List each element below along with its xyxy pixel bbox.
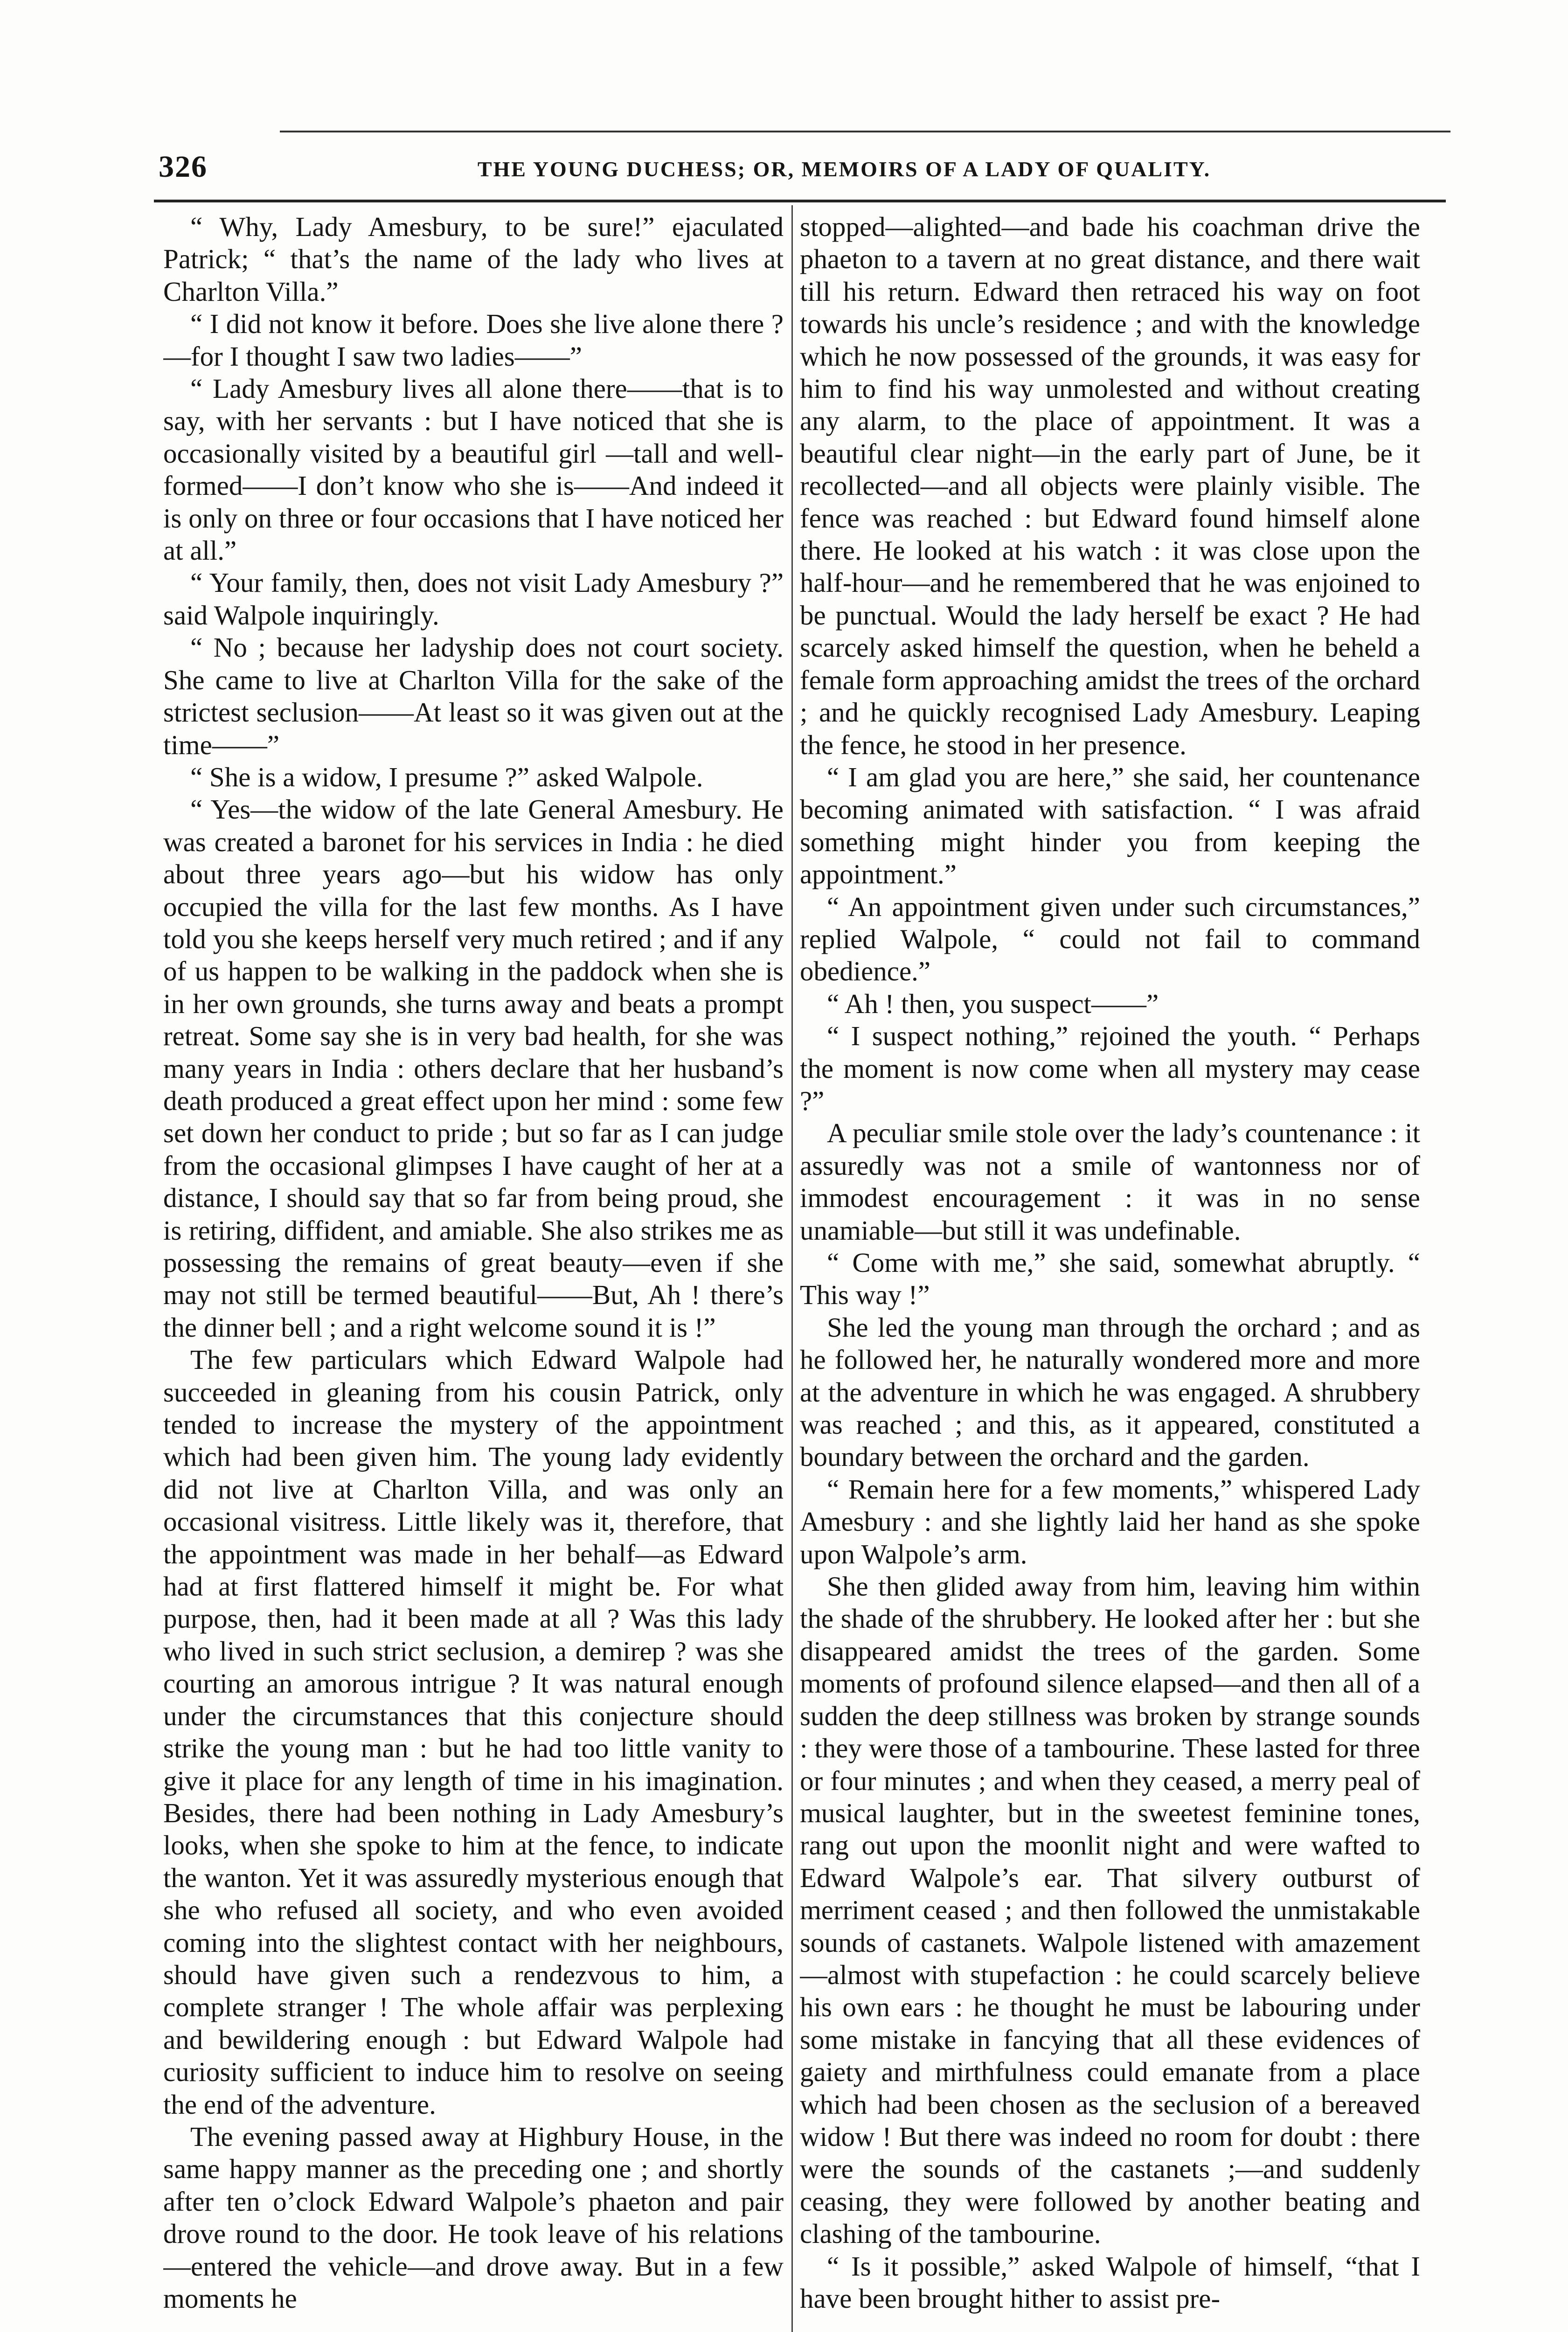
paragraph: A peculiar smile stole over the lady’s countenance : it assuredly was not a smile of wantonness nor of immodest encouragement : it was in no sense unamiable—but still it was undefinable. [800, 1117, 1420, 1246]
paragraph: “ Come with me,” she said, somewhat abruptly. “ This way !” [800, 1247, 1420, 1311]
paragraph: “ I suspect nothing,” rejoined the youth. “ Perhaps the moment is now come when all mystery may cease ?” [800, 1020, 1420, 1116]
running-head: THE YOUNG DUCHESS; OR, MEMOIRS OF A LADY OF QUALITY. [477, 157, 1211, 181]
paragraph: “ Remain here for a few moments,” whispered Lady Amesbury : and she lightly laid her hand as she spoke upon Walpole’s arm. [800, 1473, 1420, 1569]
paragraph: She then glided away from him, leaving him within the shade of the shrubbery. He looked after her : but she disappeared amidst the trees of the garden. Some moments of profound silence elapsed—and then all of a sudden the deep stillness was broken by strange sounds : they were those of a tambourine. These lasted for three or four minutes ; and when they ceased, a merry peal of musical laughter, but in the sweetest feminine tones, rang out upon the moonlit night and were wafted to Edward Walpole’s ear. That silvery outburst of merriment ceased ; and then followed the unmistakable sounds of castanets. Walpole listened with amazement—almost with stupefaction : he could scarcely believe his own ears : he thought he must be labouring under some mistake in fancying that all these evidences of gaiety and mirthfulness could emanate from a place which had been chosen as the seclusion of a bereaved widow ! But there was indeed no room for doubt : there were the sounds of the castanets ;—and suddenly ceasing, they were followed by another beating and clashing of the tambourine. [800, 1571, 1420, 2249]
paragraph: “ Lady Amesbury lives all alone there——that is to say, with her servants : but I have noticed that she is occasionally visited by a beautiful girl —tall and well-formed——I don’t know who she is——And indeed it is only on three or four occasions that I have noticed her at all.” [163, 373, 784, 566]
paragraph-continued: stopped—alighted—and bade his coachman drive the phaeton to a tavern at no great distance, and there wait till his return. Edward then retraced his way on foot towards his uncle’s residence ; and with the knowledge which he now possessed of the grounds, it was easy for him to find his way unmolested and without creating any alarm, to the place of appointment. It was a beautiful clear night—in the early part of June, be it recollected—and all objects were plainly visible. The fence was reached : but Edward found himself alone there. He looked at his watch : it was close upon the half-hour—and he remembered that he was enjoined to be punctual. Would the lady herself be exact ? He had scarcely asked himself the question, when he beheld a female form approaching amidst the trees of the orchard ; and he quickly recognised Lady Amesbury. Leaping the fence, he stood in her presence. [800, 211, 1420, 760]
paragraph: “ She is a widow, I presume ?” asked Walpole. [190, 761, 703, 792]
paragraph: “ No ; because her ladyship does not court society. She came to live at Charlton Villa for the sake of the strictest seclusion——At least so it was given out at the time——” [163, 632, 784, 760]
paragraph: “ Is it possible,” asked Walpole of himself, “that I have been brought hither to assist pre- [800, 2250, 1420, 2314]
paragraph: “ An appointment given under such circumstances,” replied Walpole, “ could not fail to command obedience.” [800, 891, 1420, 987]
paragraph: She led the young man through the orchard ; and as he followed her, he naturally wondered more and more at the adventure in which he was engaged. A shrubbery was reached ; and this, as it appeared, constituted a boundary between the orchard and the garden. [800, 1312, 1420, 1472]
left-column [163, 211, 784, 2332]
paragraph: “ I am glad you are here,” she said, her countenance becoming animated with satisfaction. “ I was afraid something might hinder you from keeping the appointment.” [800, 761, 1420, 890]
top-border-rule [280, 131, 1450, 132]
paragraph: “ Why, Lady Amesbury, to be sure!” ejaculated Patrick; “ that’s the name of the lady who lives at Charlton Villa.” [163, 211, 784, 307]
paragraph: “ Your family, then, does not visit Lady Amesbury ?” said Walpole inquiringly. [163, 567, 784, 631]
paragraph: “ I did not know it before. Does she live alone there ?—for I thought I saw two ladies——” [163, 308, 784, 372]
page-number: 326 [159, 150, 208, 184]
paragraph: The evening passed away at Highbury House, in the same happy manner as the preceding one ; and shortly after ten o’clock Edward Walpole’s phaeton and pair drove round to the door. He took leave of his relations—entered the vehicle—and drove away. But in a few moments he [163, 2121, 784, 2314]
page-header [154, 145, 1450, 196]
paragraph: The few particulars which Edward Walpole had succeeded in gleaning from his cousin Patrick, only tended to increase the mystery of the appointment which had been given him. The young lady evidently did not live at Charlton Villa, and was only an occasional visitress. Little likely was it, therefore, that the appointment was made in her behalf—as Edward had at first flattered himself it might be. For what purpose, then, had it been made at all ? Was this lady who lived in such strict seclusion, a demirep ? was she courting an amorous intrigue ? It was natural enough under the circumstances that this conjecture should strike the young man : but he had too little vanity to give it place for any length of time in his imagination. Besides, there had been nothing in Lady Amesbury’s looks, when she spoke to him at the fence, to indicate the wanton. Yet it was assuredly mysterious enough that she who refused all society, and who even avoided coming into the slightest contact with her neighbours, should have given such a rendezvous to him, a complete stranger ! The whole affair was perplexing and bewildering enough : but Edward Walpole had curiosity sufficient to induce him to resolve on seeing the end of the adventure. [163, 1344, 784, 2120]
paragraph: “ Ah ! then, you suspect——” [827, 988, 1159, 1019]
right-column [800, 211, 1420, 2332]
column-divider [791, 205, 793, 2332]
paragraph: “ Yes—the widow of the late General Amesbury. He was created a baronet for his services in India : he died about three years ago—but his widow has only occupied the villa for the last few months. As I have told you she keeps herself very much retired ; and if any of us happen to be walking in the paddock when she is in her own grounds, she turns away and beats a prompt retreat. Some say she is in very bad health, for she was many years in India : others declare that her husband’s death produced a great effect upon her mind : some few set down her conduct to pride ; but so far as I can judge from the occasional glimpses I have caught of her at a distance, I should say that so far from being proud, she is retiring, diffident, and amiable. She also strikes me as possessing the remains of great beauty—even if she may not still be termed beautiful——But, Ah ! there’s the dinner bell ; and a right welcome sound it is !” [163, 794, 784, 1343]
header-rule [154, 200, 1446, 202]
